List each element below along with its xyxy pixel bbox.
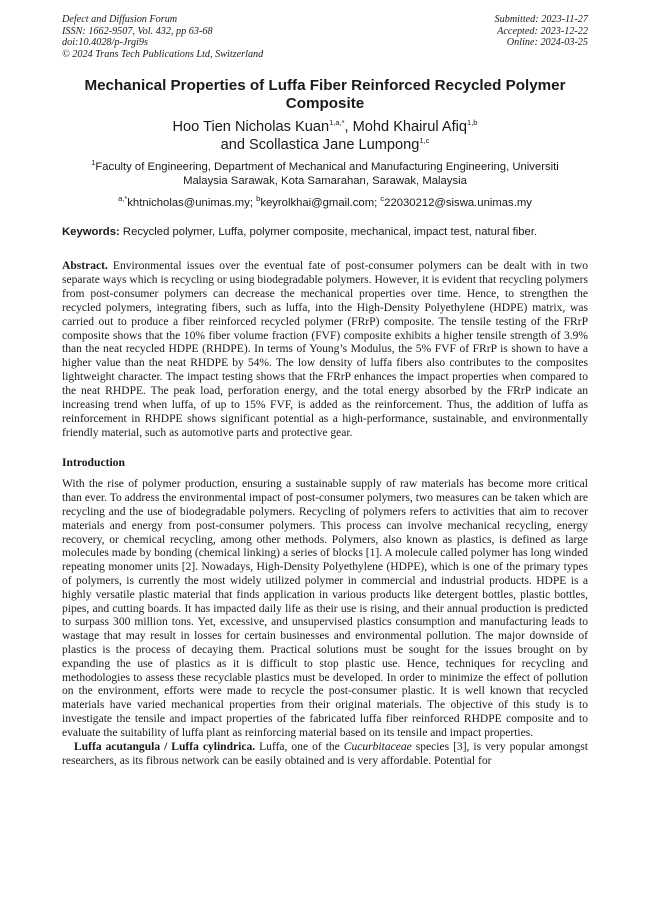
affiliation-text-1: Faculty of Engineering, Department of Mechanical and Manufacturing Engineering, Universiti — [95, 161, 559, 174]
para2-text-b: species [3], is very popular amongst researchers, as its fibrous network can be easily obtained and is very affordable. Potential for — [62, 741, 588, 768]
introduction-heading: Introduction — [62, 456, 125, 470]
accepted-label: Accepted: — [497, 25, 538, 37]
authors-line-2 — [62, 136, 588, 154]
author-emails — [62, 196, 588, 210]
email-c-marker: c — [380, 194, 385, 204]
paper-title — [62, 77, 588, 113]
issn-line: ISSN: 1662-9507, Vol. 432, pp 63-68 — [62, 25, 213, 37]
author-1: Hoo Tien Nicholas Kuan — [172, 119, 330, 136]
publication-dates — [495, 14, 588, 60]
keywords-text: Recycled polymer, Luffa, polymer composite, mechanical, impact test, natural fiber. — [119, 226, 538, 239]
copyright-line: © 2024 Trans Tech Publications Ltd, Switzerland — [62, 48, 264, 60]
title-line-1: Mechanical Properties of Luffa Fiber Reinforced Recycled Polymer — [84, 77, 566, 95]
online-label: Online: — [506, 37, 538, 49]
email-c: 22030212@siswa.unimas.my — [384, 197, 532, 210]
author-1-affiliation: 1,a,* — [329, 118, 345, 128]
submitted-date: 2023-11-27 — [541, 14, 588, 25]
accepted-date: 2023-12-22 — [540, 25, 588, 37]
luffa-species-heading: Luffa acutangula / Luffa cylindrica. — [74, 741, 256, 754]
doi-line: doi:10.4028/p-Jrgi9s — [62, 37, 148, 49]
author-list — [62, 118, 588, 154]
author-2: Mohd Khairul Afiq — [352, 119, 468, 136]
email-b: keyrolkhai@gmail.com; — [260, 197, 381, 210]
cucurbitaceae-term: Cucurbitaceae — [343, 741, 412, 754]
journal-header — [62, 14, 588, 60]
introduction-paragraph-1: With the rise of polymer production, ensuring a sustainable supply of raw materials has become more critical than ever. To address the environmental impact of post-consumer polymers, two measures can be taken which are recycling and the use of biodegradable polymers. Recycling of polymers refers to activities that aim to recover materials and energy from post-consumer polymers. This process can involve mechanical recycling, energy recovery, or chemical recycling, among other methods. Polymers, also known as plastics, is defined as large molecules made by bonding (chemical linking) a series of blocks [1]. A molecule called polymer has long winded repeating monomer units [2]. Nowadays, High-Density Polyethylene (HDPE), which is one of the primary types of polymers, is currently the most widely utilized polymer in commercial and industrial products. HDPE is a highly versatile plastic material that finds application in various products like detergent bottles, plastic bottles, pipes, and cutting boards. It has impacted daily life as their use is rising, and their annual production is predicted to surpass 300 million tons. Yet, excessive, and unsupervised plastics consumption and manufacturing leads to wastage that may result in losses for certain businesses and environmental pollution. The major downside of plastics is the process of decaying them. Practical solutions must be sought for the issues brought on by expanding the use of plastics as it is difficult to stop plastic use. Hence, techniques for recycling and methodologies to assess these recyclable plastics must be developed. In order to minimize the effect of pollution on the environment, efforts were made to recycle the post-consumer plastic. It is well known that recycled materials have varied mechanical properties from their original materials. The objective of this study is to investigate the tensile and impact properties of the fabricated luffa fiber reinforced RHDPE composite and to evaluate the suitability of luffa plant as reinforcing material based on its tensile and impact properties. — [62, 478, 588, 739]
affiliation — [62, 160, 588, 188]
abstract-label: Abstract. — [62, 260, 108, 273]
email-a: khtnicholas@unimas.my; — [127, 197, 257, 210]
abstract — [62, 260, 588, 440]
abstract-text: Environmental issues over the eventual fate of post-consumer polymers can be dealt with in two separate ways which is recycling or using biodegradable polymers. However, it is evident that recycling polymers from post-consumer polymers can decrease the mechanical properties over time. Hence, to strengthen the recycled polymers, integrating fibers, such as luffa, into the High-Density Polyethylene (HDPE) matrix, was carried out to produce a fiber reinforced recycled polymer (FRrP) composite. The tensile testing of the FRrP composite shows that the 10% fiber volume fraction (FVF) composite exhibits a higher tensile strength of 3.9% than the neat recycled HDPE (RHDPE). In terms of Young’s Modulus, the 5% FVF of FRrP is shown to have a higher value than the neat RHDPE by 54%. The low density of luffa fibers also contributes to the composites lightweight character. The impact testing shows that the FRrP enhances the impact properties when compared to the neat RHDPE. The peak load, perforation energy, and the total energy absorbed by the FRrP indicate an increasing trend when luffa, of up to 15% FVF, is added as the reinforcement. Thus, the addition of luffa as reinforcement in RHDPE shows significant potential as a high-performance, sustainable, and environmentally friendly material, such as automotive parts and protective gear. — [62, 260, 588, 439]
author-3: Scollastica Jane Lumpong — [249, 137, 420, 154]
affiliation-marker: 1 — [91, 158, 96, 168]
keywords-label: Keywords: — [62, 226, 120, 239]
title-line-2: Composite — [285, 95, 365, 113]
affiliation-line-2: Malaysia Sarawak, Kota Samarahan, Sarawak, Malaysia — [183, 175, 467, 188]
email-a-marker: a,* — [118, 194, 128, 204]
online-date: 2024-03-25 — [540, 37, 588, 49]
affiliation-line-1 — [62, 160, 588, 174]
author-and: and — [220, 137, 249, 154]
email-b-marker: b — [256, 194, 261, 204]
journal-name: Defect and Diffusion Forum — [62, 14, 178, 25]
introduction-paragraph-2 — [62, 741, 588, 769]
author-separator: , — [344, 119, 353, 136]
online-date-row — [495, 37, 588, 49]
submitted-label: Submitted: — [494, 14, 539, 25]
accepted-date-row — [495, 26, 588, 38]
journal-info — [62, 14, 263, 60]
keywords — [62, 225, 588, 239]
para2-text-a: Luffa, one of the — [255, 741, 344, 754]
author-2-affiliation: 1,b — [467, 118, 478, 128]
author-3-affiliation: 1,c — [419, 136, 430, 146]
submitted-date-row — [495, 14, 588, 26]
authors-line-1 — [62, 118, 588, 136]
